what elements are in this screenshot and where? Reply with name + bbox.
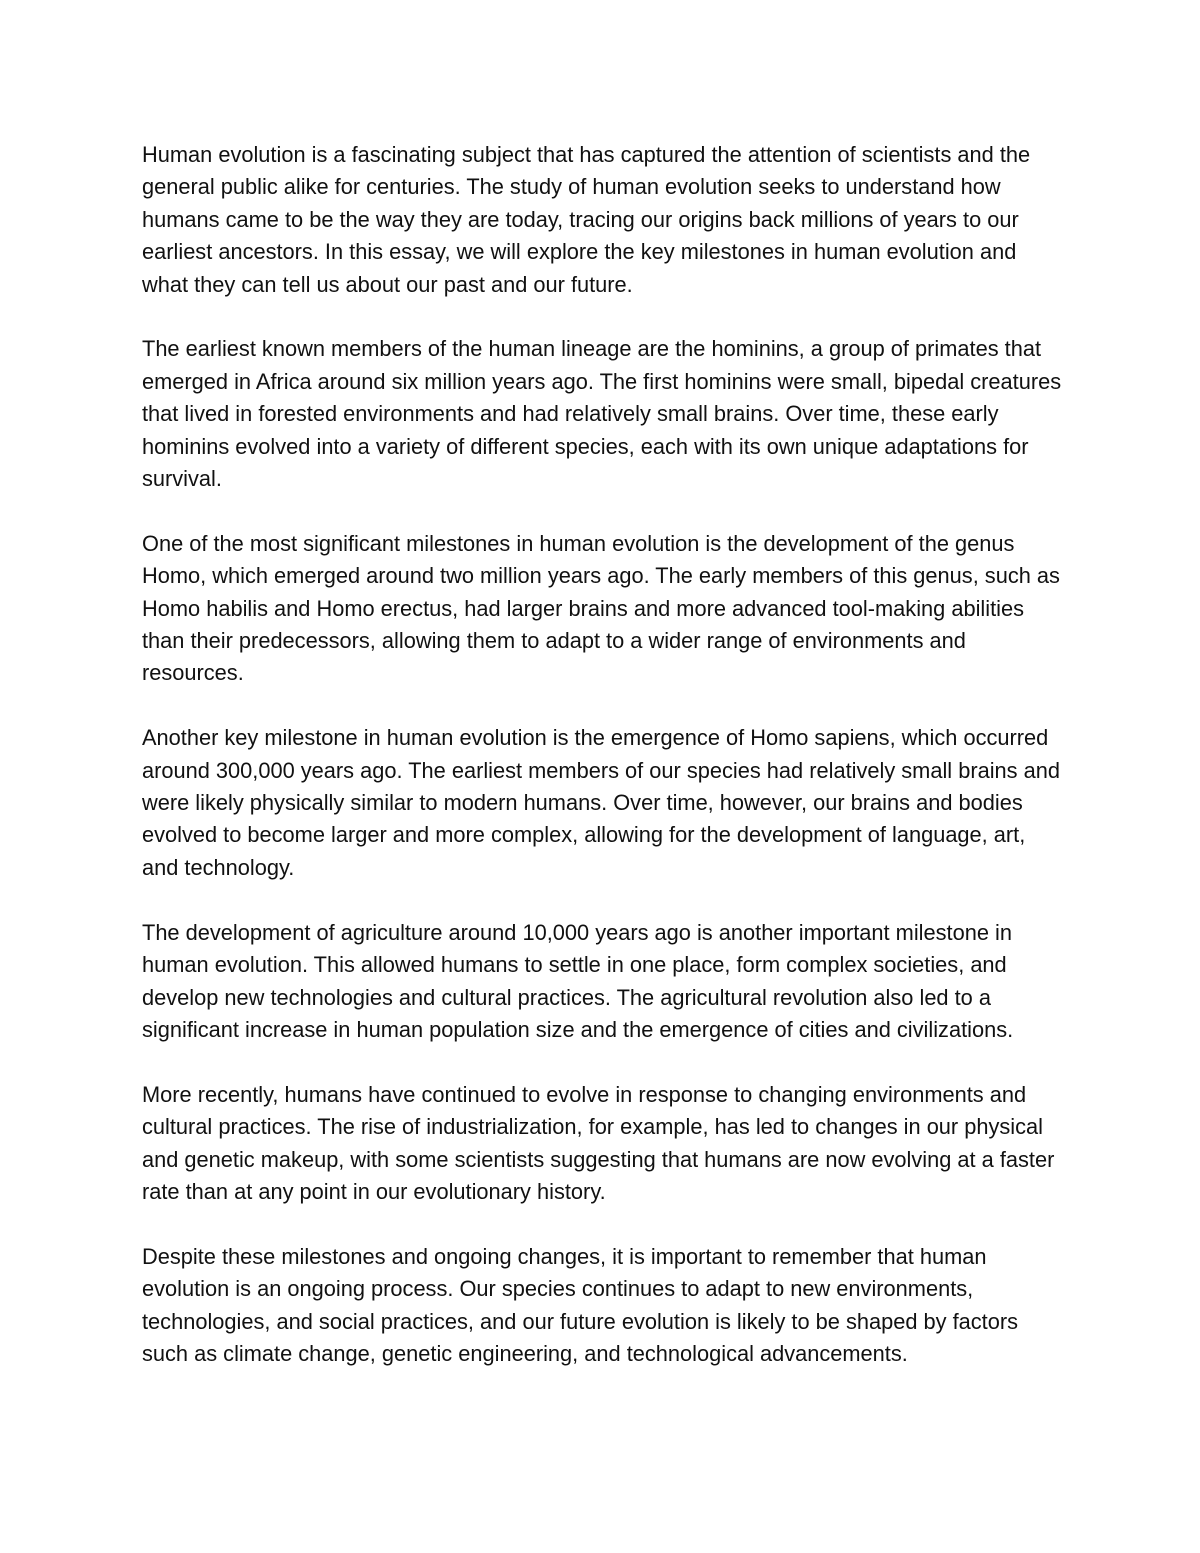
essay-body bbox=[142, 139, 1064, 1403]
paragraph-7: Despite these milestones and ongoing changes, it is important to remember that human evolution is an ongoing process. Our species continues to adapt to new environments, technologies, and social practices, and our future evolution is likely to be shaped by factors such as climate change, genetic engineering, and technological advancements. bbox=[142, 1243, 1019, 1366]
paragraph-3: One of the most significant milestones in human evolution is the development of the genus Homo, which emerged around two million years ago. The early members of this genus, such as Homo habilis and Homo erectus, had larger brains and more advanced tool-making abilities than their predecessors, allowing them to adapt to a wider range of environments and resources. bbox=[142, 530, 1060, 686]
paragraph-2: The earliest known members of the human lineage are the hominins, a group of primates that emerged in Africa around six million years ago. The first hominins were small, bipedal creatures that lived in forested environments and had relatively small brains. Over time, these early hominins evolved into a variety of different species, each with its own unique adaptations for survival. bbox=[142, 336, 1062, 492]
paragraph-5: The development of agriculture around 10,000 years ago is another important milestone in human evolution. This allowed humans to settle in one place, form complex societies, and develop new technologies and cultural practices. The agricultural revolution also led to a significant increase in human population size and the emergence of cities and civilizations. bbox=[142, 919, 1014, 1042]
paragraph-1: Human evolution is a fascinating subject that has captured the attention of scientists and the general public alike for centuries. The study of human evolution seeks to understand how humans came to be the way they are today, tracing our origins back millions of years to our earliest ancestors. In this essay, we will explore the key milestones in human evolution and what they can tell us about our past and our future. bbox=[142, 142, 1031, 297]
paragraph-4: Another key milestone in human evolution is the emergence of Homo sapiens, which occurred around 300,000 years ago. The earliest members of our species had relatively small brains and were likely physically similar to modern humans. Over time, however, our brains and bodies evolved to become larger and more complex, allowing for the development of language, art, and technology. bbox=[142, 725, 1060, 880]
paragraph-6: More recently, humans have continued to evolve in response to changing environments and cultural practices. The rise of industrialization, for example, has led to changes in our physical and genetic makeup, with some scientists suggesting that humans are now evolving at a faster rate than at any point in our evolutionary history. bbox=[142, 1081, 1055, 1204]
